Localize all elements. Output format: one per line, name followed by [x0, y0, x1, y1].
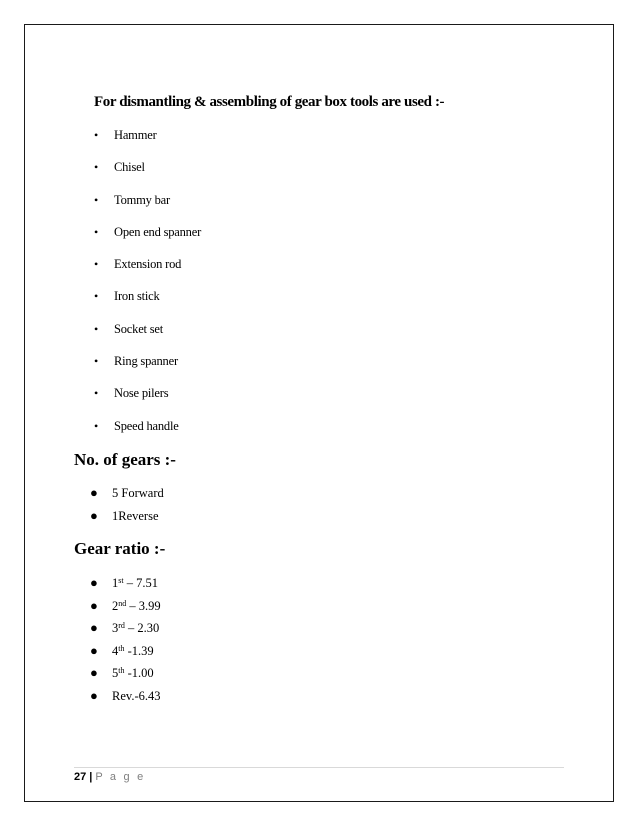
ratio-value: – 2.30: [124, 621, 160, 636]
tool-label: Hammer: [114, 128, 157, 142]
tool-label: Open end spanner: [114, 224, 202, 239]
ratio-suffix: rd: [118, 621, 125, 631]
bullet-icon: ●: [90, 687, 98, 703]
ratio-title: Gear ratio :-: [74, 539, 166, 558]
page-footer: [74, 771, 145, 783]
ratio-value: -1.39: [124, 643, 154, 658]
list-item: [94, 419, 201, 451]
list-item: [94, 354, 201, 386]
bullet-icon: ●: [90, 620, 98, 636]
ratio-ordinal: 5: [112, 666, 119, 681]
list-item: [94, 225, 201, 257]
list-item: [90, 575, 161, 598]
bullet-icon: ●: [90, 665, 98, 681]
gear-label: 1Reverse: [112, 508, 159, 523]
ratio-ordinal: 1: [112, 576, 119, 590]
ratio-suffix: nd: [118, 598, 127, 608]
list-item: [94, 160, 201, 192]
list-item: [90, 598, 161, 621]
list-item: [94, 128, 201, 160]
bullet-icon: •: [94, 354, 99, 369]
bullet-icon: ●: [90, 575, 98, 590]
list-item: [94, 322, 201, 354]
ratio-value: – 7.51: [123, 576, 158, 590]
ratio-suffix: st: [118, 576, 124, 585]
tool-label: Tommy bar: [114, 192, 170, 207]
tool-label: Socket set: [114, 321, 164, 336]
ratio-ordinal: 4: [112, 643, 119, 658]
tool-label: Extension rod: [114, 257, 182, 272]
ratio-ordinal: 3: [112, 621, 119, 636]
bullet-icon: •: [94, 418, 99, 433]
gear-label: 5 Forward: [112, 486, 164, 500]
bullet-icon: ●: [90, 597, 98, 613]
ratio-value: -1.00: [124, 666, 154, 681]
gears-list: [90, 485, 164, 530]
bullet-icon: •: [94, 321, 99, 336]
list-item: [94, 257, 201, 289]
tool-label: Iron stick: [114, 289, 160, 304]
bullet-icon: •: [94, 128, 99, 142]
list-item: [90, 665, 161, 688]
ratio-list: [90, 575, 161, 711]
ratio-suffix: th: [118, 643, 125, 653]
bullet-icon: •: [94, 289, 99, 304]
list-item: [90, 485, 164, 508]
bullet-icon: •: [94, 257, 99, 272]
ratio-suffix: th: [118, 666, 125, 676]
bullet-icon: •: [94, 386, 99, 401]
list-item: [94, 289, 201, 321]
bullet-icon: •: [94, 160, 99, 175]
page-word: P a g e: [95, 771, 146, 783]
bullet-icon: ●: [90, 485, 98, 500]
list-item: [90, 508, 164, 531]
page-number: 27: [74, 771, 87, 783]
ratio-ordinal: Rev.-6.43: [112, 688, 161, 703]
list-item: [94, 386, 201, 418]
bullet-icon: •: [94, 192, 99, 207]
bullet-icon: ●: [90, 642, 98, 658]
tool-label: Speed handle: [114, 418, 179, 433]
footer-separator: |: [89, 771, 93, 783]
bullet-icon: •: [94, 224, 99, 239]
ratio-value: – 3.99: [126, 598, 161, 613]
list-item: [90, 688, 161, 711]
gears-title: No. of gears :-: [74, 450, 176, 469]
tools-list: [94, 128, 201, 451]
list-item: [94, 193, 201, 225]
tools-heading: For dismantling & assembling of gear box tools are used :-: [94, 94, 445, 110]
ratio-ordinal: 2: [112, 598, 119, 613]
tool-label: Chisel: [114, 160, 145, 175]
list-item: [90, 643, 161, 666]
tool-label: Ring spanner: [114, 354, 178, 369]
tool-label: Nose pilers: [114, 386, 169, 401]
list-item: [90, 620, 161, 643]
bullet-icon: ●: [90, 507, 98, 523]
footer-divider: [74, 767, 564, 768]
